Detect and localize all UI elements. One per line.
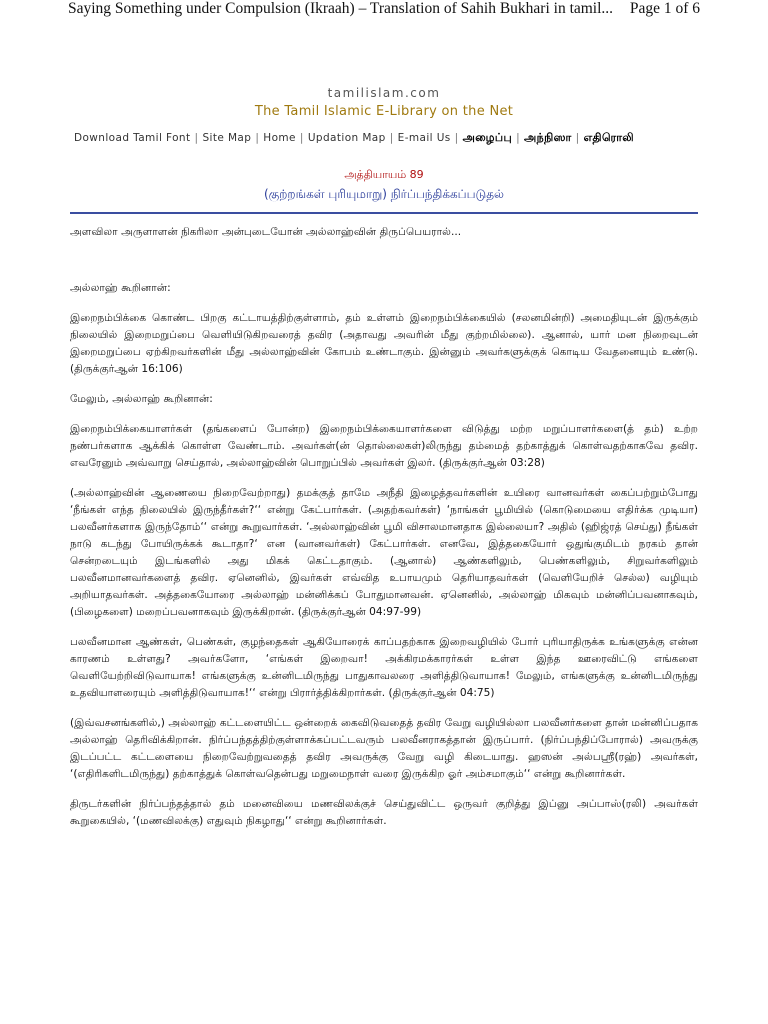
chapter-title: (குற்றங்கள் புரியுமாறு) நிர்ப்பந்திக்கப்படுதல் — [263, 187, 505, 201]
bismillah: அளவிலா அருளாளன் நிகரிலா அன்புடையோன் அல்லாஹ்வின் திருப்பெயரால்... — [70, 226, 462, 238]
divider — [70, 212, 698, 214]
nav-bar — [74, 131, 714, 146]
paragraph: பலவீனமான ஆண்கள், பெண்கள், குழந்தைகள் ஆகியோரைக் காப்பதற்காக இறைவழியில் போர் புரியாதிருக்க உங்களுக்கு என்ன காரணம் உள்ளது? அவர்களோ, ‘எங்கள் இறைவா! அக்கிரமக்காரர்கள் உள்ள இந்த ஊரைவிட்டு எங்களை வெளியேற்றிவிடுவாயாக! எங்களுக்கு உன்னிடமிருந்து பாதுகாவலரை அளித்திடுவாயாக! மேலும், எங்களுக்கு உன்னிடமிருந்து உதவியாளரையும் அளித்திடுவாயாக!‘‘ என்று பிரார்த்திக்கிறார்கள். (திருக்குர்ஆன் 04:75) — [70, 636, 698, 699]
nav-separator: | — [389, 132, 394, 144]
site-tagline: The Tamil Islamic E-Library on the Net — [254, 104, 514, 119]
site-domain[interactable]: tamilislam.com — [327, 86, 441, 100]
paragraph: இறைநம்பிக்கையாளர்கள் (தங்களைப் போன்ற) இறைநம்பிக்கையாளர்களை விடுத்து மற்ற மறுப்பாளர்களை(த் தம்) உற்ற நண்பர்களாக ஆக்கிக் கொள்ள வேண்டாம். அவர்கள்(ன் தொல்லைகள்)லிருந்து தம்மைத் தற்காத்துக் கொள்வதற்காகவே தவிர. எவரேனும் அவ்வாறு செய்தால், அல்லாஹ்வின் பொறுப்பில் அவர்கள் இலர். (திருக்குர்ஆன் 03:28) — [70, 423, 698, 469]
nav-separator: | — [255, 132, 260, 144]
page-number: Page 1 of 6 — [629, 0, 700, 17]
chapter-heading — [0, 168, 768, 203]
nav-separator: | — [575, 132, 580, 144]
nav-download-tamil-font[interactable]: Download Tamil Font — [74, 132, 191, 144]
print-header — [68, 0, 700, 22]
print-title: Saying Something under Compulsion (Ikraah) – Translation of Sahih Bukhari in tamil... — [68, 0, 614, 17]
nav-azhaippu[interactable]: அழைப்பு — [462, 131, 513, 144]
nav-updation-map[interactable]: Updation Map — [307, 132, 386, 144]
nav-email-us[interactable]: E-mail Us — [397, 132, 451, 144]
masthead — [0, 86, 768, 119]
paragraph: திருடர்களின் நிர்ப்பந்தத்தால் தம் மனைவியை மணவிலக்குச் செய்துவிட்ட ஒருவர் குறித்து இப்னு அப்பாஸ்(ரலி) அவர்கள் கூறுகையில், ‘(மணவிலக்கு) எதுவும் நிகழாது‘‘ என்று கூறினார்கள். — [70, 798, 698, 827]
nav-site-map[interactable]: Site Map — [202, 132, 252, 144]
nav-separator: | — [299, 132, 304, 144]
chapter-number: அத்தியாயம் 89 — [344, 168, 424, 181]
nav-separator: | — [454, 132, 459, 144]
paragraph: (இவ்வசனங்களில்,) அல்லாஹ் கட்டளையிட்ட ஒன்றைக் கைவிடுவதைத் தவிர வேறு வழியில்லா பலவீனர்களை தான் மன்னிப்பதாக அல்லாஹ் தெரிவிக்கிறான். நிர்ப்பந்தத்திற்குள்ளாக்கப்பட்டவரும் பலவீனராகத்தான் இருப்பார். (நிர்ப்பந்திப்போரால்) அவருக்கு இடப்பட்ட கட்டளையை நிறைவேற்றுவதைத் தவிர அவருக்கு வேறு வழி கிடையாது. ஹஸன் அல்பஸ்ரீ(ரஹ்) அவர்கள், ‘(எதிரிகளிடமிருந்து) தற்காத்துக் கொள்வதென்பது மறுமைநாள் வரை இருக்கிற ஓர் அம்சமாகும்‘‘ என்று கூறினார்கள். — [70, 717, 698, 780]
nav-separator: | — [194, 132, 199, 144]
article-body — [70, 224, 698, 843]
paragraph: மேலும், அல்லாஹ் கூறினான்: — [70, 393, 213, 405]
paragraph: இறைநம்பிக்கை கொண்ட பிறகு கட்டாயத்திற்குள்ளாம், தம் உள்ளம் இறைநம்பிக்கையில் (சலனமின்றி) அமைதியுடன் இருக்கும் நிலையில் இறைமறுப்பை வெளியிடுகிறவரைத் தவிர (அதாவது அவரின் மீது குற்றமில்லை). ஆனால், யார் மன நிறைவுடன் இறைமறுப்பை ஏற்கிறவர்களின் மீது அல்லாஹ்வின் கோபம் உண்டாகும். இன்னும் அவர்களுக்குக் கொடிய வேதனையும் உண்டு. (திருக்குர்ஆன் 16:106) — [70, 312, 698, 375]
nav-annisa[interactable]: அந்நிஸா — [524, 131, 572, 144]
paragraph: (அல்லாஹ்வின் ஆணையை நிறைவேற்றாது) தமக்குத் தாமே அநீதி இழைத்தவர்களின் உயிரை வானவர்கள் கைப்பற்றும்போது ‘நீங்கள் எந்த நிலையில் இருந்தீர்கள்?‘‘ என்று கேட்பார்கள். (அதற்கவர்கள்) ‘நாங்கள் பூமியில் (கொடுமையை எதிர்க்க முடியா) பலவீனர்களாக இருந்தோம்‘‘ என்று கூறுவார்கள். ‘அல்லாஹ்வின் பூமி விசாலமானதாக இல்லையா? அதில் (ஹிஜ்ரத் செய்து) நீங்கள் நாடு கடந்து போயிருக்கக் கூடாதா?‘ என (வானவர்கள்) கேட்பார்கள். எனவே, இத்தகையோர் ஒதுங்குமிடம் நரகம் தான் சென்றடையும் இடங்களில் அது மிகக் கெட்டதாகும். (ஆனால்) ஆண்களிலும், பெண்களிலும், சிறுவர்களிலும் பலவீனமானவர்களைத் தவிர. ஏனெனில், இவர்கள் எவ்வித உபாயமும் தெரியாதவர்கள் (வெளியேறிச் செல்ல) வழியும் அறியாதவர்கள். அத்தகையோரை அல்லாஹ் மன்னிக்கப் போதுமானவன். ஏனெனில், அல்லாஹ் மிகவும் மன்னிப்பவனாகவும், (பிழைகளை) மறைப்பவனாகவும் இருக்கிறான். (திருக்குர்ஆன் 04:97-99) — [70, 487, 698, 618]
paragraph: அல்லாஹ் கூறினான்: — [70, 282, 171, 294]
nav-separator: | — [516, 132, 521, 144]
nav-ethiroli[interactable]: எதிரொலி — [583, 131, 634, 144]
nav-home[interactable]: Home — [263, 132, 296, 144]
